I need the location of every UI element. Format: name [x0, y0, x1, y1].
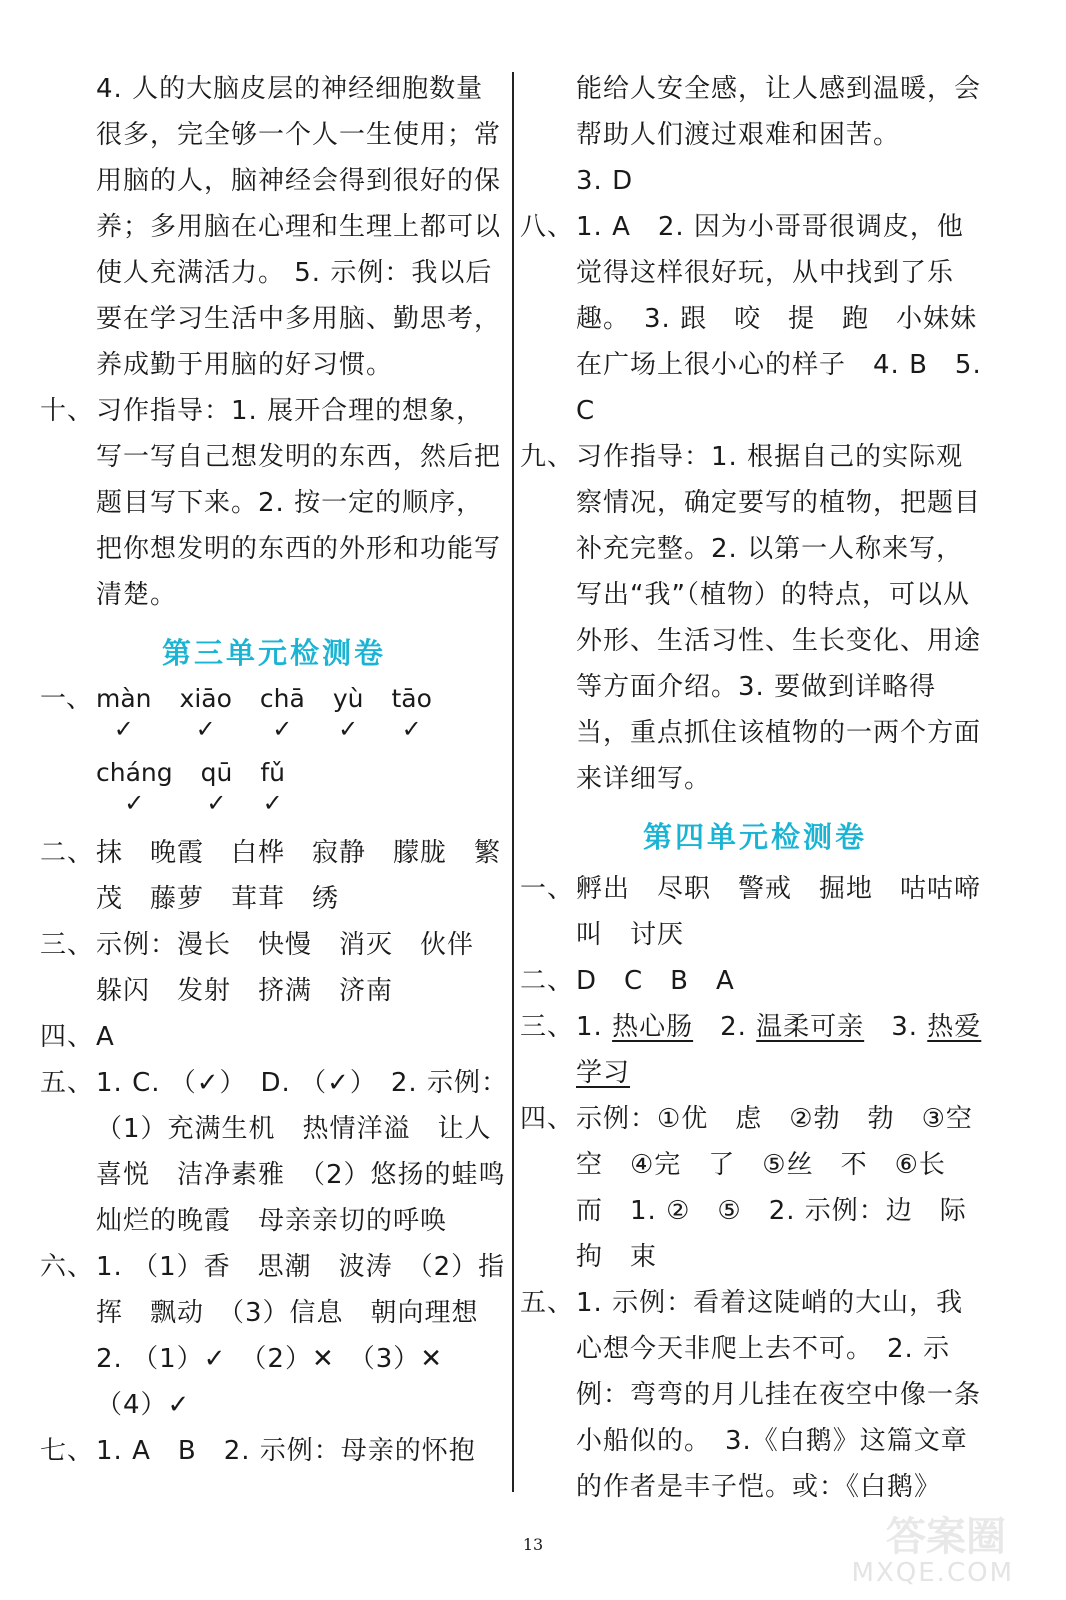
watermark-logo: 答案圈: [886, 1514, 1006, 1560]
underlined-answer: 温柔可亲: [756, 1012, 865, 1042]
section-number: 十、: [40, 396, 95, 426]
section-number: 七、: [40, 1436, 95, 1466]
section-number: 九、: [520, 442, 575, 472]
section-text: 1. A B 2. 示例：母亲的怀抱: [96, 1436, 476, 1466]
section-seven: [40, 1428, 508, 1474]
pinyin-text: qū: [200, 758, 233, 787]
section-seven-continued: [520, 66, 990, 158]
section-number: 五、: [520, 1288, 575, 1318]
pinyin-text: chā: [259, 684, 305, 713]
section-number: 二、: [520, 966, 575, 996]
answer-prefix: 1.: [576, 1012, 613, 1042]
pinyin-answer: [96, 756, 173, 816]
section-four: [40, 1014, 508, 1060]
section-two: [40, 830, 508, 922]
underlined-answer: 热心肠: [612, 1012, 694, 1042]
section-three: [40, 922, 508, 1014]
check-mark-icon: ✓: [124, 789, 145, 817]
pinyin-answer: [391, 682, 431, 742]
section-number: 一、: [520, 874, 575, 904]
section-text: 1. C. （✓） D. （✓） 2. 示例：（1）充满生机 热情洋溢 让人喜悦 洁净素雅 （2）悠扬的蛙鸣 灿烂的晚霞 母亲亲切的呼唤: [96, 1068, 533, 1236]
section-number: 四、: [520, 1104, 575, 1134]
section-text: 1. A 2. 因为小哥哥很调皮，他觉得这样很好玩，从中找到了乐趣。 3. 跟 咬 提 跑 小妹妹在广场上很小心的样子 4. B 5. C: [576, 212, 982, 426]
pinyin-text: xiāo: [179, 684, 232, 713]
pinyin-text: tāo: [391, 684, 432, 713]
section-number: 三、: [40, 930, 95, 960]
section-text: 1. （1）香 思潮 波涛 （2）指挥 飘动 （3）信息 朝向理想 2. （1）✓ （2）✕ （3）✕ （4）✓: [96, 1252, 506, 1420]
pinyin-row-2: [40, 756, 508, 826]
section-text: 习作指导：1. 根据自己的实际观察情况，确定要写的植物，把题目补充完整。2. 以第一人称来写，写出“我”（植物）的特点，可以从外形、生活习性、生长变化、用途等方面介绍。3. 要做到详略得当，重点抓住该植物的一两个方面来详细写。: [576, 442, 982, 794]
section-nine: [520, 434, 990, 802]
section-text: 习作指导：1. 展开合理的想象，写一写自己想发明的东西，然后把题目写下来。2. 按一定的顺序，把你想发明的东西的外形和功能写清楚。: [96, 396, 502, 610]
section-text: 3. D: [576, 166, 634, 196]
pinyin-text: yù: [332, 684, 364, 713]
check-mark-icon: ✓: [401, 715, 422, 743]
right-column: [520, 66, 1000, 1510]
section-text: D C B A: [576, 966, 735, 996]
section-text: 1. 示例：看着这陡峭的大山，我心想今天非爬上去不可。 2. 示例：弯弯的月儿挂在夜空中像一条小船似的。 3.《白鹅》这篇文章的作者是丰子恺。或：《白鹅》: [576, 1288, 982, 1502]
pinyin-answer: [333, 682, 364, 742]
section-number: 二、: [40, 838, 95, 868]
section-text: 抹 晚霞 白桦 寂静 朦胧 繁茂 藤萝 茸茸 绣: [96, 838, 502, 914]
answer-text: 4. 人的大脑皮层的神经细胞数量很多，完全够一个人一生使用；常用脑的人，脑神经会得到很好的保养；多用脑在心理和生理上都可以使人充满活力。 5. 示例：我以后要在学习生活中多用脑、勤思考，养成勤于用脑的好习惯。: [96, 74, 502, 380]
section-text: 示例：漫长 快慢 消灭 伙伴 躲闪 发射 挤满 济南: [96, 930, 502, 1006]
left-column: [40, 66, 533, 1474]
pinyin-answer: [260, 682, 305, 742]
section-five: [40, 1060, 533, 1244]
unit4-section-five: [520, 1280, 990, 1510]
check-mark-icon: ✓: [195, 715, 216, 743]
section-number: 三、: [520, 1012, 575, 1042]
check-mark-icon: ✓: [338, 715, 359, 743]
column-divider: [512, 72, 514, 1492]
check-mark-icon: ✓: [206, 789, 227, 817]
pinyin-answer: [260, 756, 285, 816]
section-seven-q3: [520, 158, 990, 204]
page-number: 13: [522, 1535, 544, 1554]
check-mark-icon: ✓: [262, 789, 283, 817]
pinyin-answer: [180, 682, 232, 742]
pinyin-row-1: [40, 682, 508, 752]
section-number: 五、: [40, 1068, 95, 1098]
section-number: 八、: [520, 212, 575, 242]
unit4-section-three: [520, 1004, 990, 1096]
check-mark-icon: ✓: [113, 715, 134, 743]
section-text: A: [96, 1022, 115, 1052]
section-ten: [40, 388, 508, 618]
unit4-section-two: [520, 958, 990, 1004]
pinyin-text: fǔ: [260, 758, 285, 787]
section-six: [40, 1244, 508, 1428]
section-text: 孵出 尽职 警戒 掘地 咕咕啼叫 讨厌: [576, 874, 982, 950]
unit4-title: 第四单元检测卷: [642, 820, 867, 854]
section-number: 一、: [40, 684, 93, 714]
section-number: 六、: [40, 1252, 95, 1282]
section-text: 示例：①优 虑 ②勃 勃 ③空 空 ④完 了 ⑤丝 不 ⑥长 而 1. ② ⑤ 2. 示例：边 际 拘 束: [576, 1104, 1000, 1272]
unit3-title: 第三单元检测卷: [161, 636, 386, 670]
pinyin-answer: [201, 756, 233, 816]
answer-prefix: 3.: [864, 1012, 928, 1042]
pinyin-text: màn: [96, 684, 152, 713]
unit4-section-one: [520, 866, 990, 958]
check-mark-icon: ✓: [272, 715, 293, 743]
answer-prefix: 2.: [693, 1012, 757, 1042]
section-number: 四、: [40, 1022, 95, 1052]
answer-item-4-5: [40, 66, 508, 388]
section-text: 能给人安全感，让人感到温暖，会帮助人们渡过艰难和困苦。: [576, 74, 982, 150]
unit4-section-four: [520, 1096, 1000, 1280]
pinyin-answer: [96, 682, 152, 742]
section-eight: [520, 204, 990, 434]
underlined-answer: 热爱学习: [576, 1012, 982, 1088]
pinyin-text: cháng: [96, 758, 173, 787]
watermark-url: MXQE.COM: [851, 1558, 1014, 1588]
